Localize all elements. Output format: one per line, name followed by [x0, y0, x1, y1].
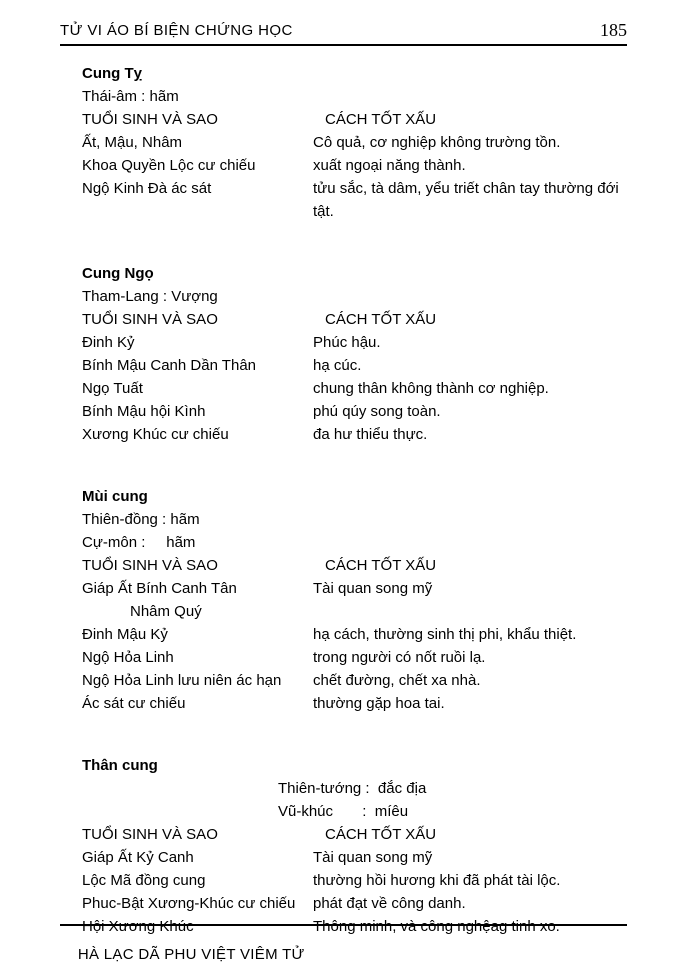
row-right-cell: hạ cúc. [313, 357, 362, 374]
section-rows [82, 331, 626, 446]
table-row [82, 177, 626, 223]
column-headers [82, 108, 626, 131]
table-row [82, 869, 626, 892]
table-row [82, 623, 626, 646]
page-footer [60, 924, 627, 971]
row-right-cell: phát đạt về công danh. [313, 895, 466, 912]
cung-section [82, 262, 626, 446]
table-row [82, 331, 626, 354]
row-left-cell [82, 423, 313, 446]
column-header-right: CÁCH TỐT XẤU [325, 557, 437, 574]
row-left-cell [82, 377, 313, 400]
row-left-text: Đinh Kỷ [82, 334, 135, 351]
row-left-text: Ngộ Kinh Đà ác sát [82, 180, 212, 197]
row-left-cell [82, 623, 313, 646]
table-row [82, 892, 626, 915]
column-header-right: CÁCH TỐT XẤU [325, 826, 437, 843]
row-left-text: Khoa Quyền Lộc cư chiếu [82, 157, 256, 174]
star-status-line: Thái-âm : hãm [82, 88, 179, 105]
row-left-cell [82, 131, 313, 154]
table-row [82, 154, 626, 177]
section-title: Cung Ngọ [82, 265, 154, 282]
section-rows [82, 131, 626, 223]
book-title: TỬ VI ÁO BÍ BIỆN CHỨNG HỌC [60, 22, 293, 39]
page-content [82, 62, 626, 938]
row-right-cell: chết đường, chết xa nhà. [313, 672, 481, 689]
row-left-cell [82, 669, 313, 692]
row-right-cell: Tài quan song mỹ [313, 580, 433, 597]
row-right-cell: xuất ngoại năng thành. [313, 157, 466, 174]
column-header-left: TUỔI SINH VÀ SAO [82, 557, 218, 574]
table-row [82, 377, 626, 400]
star-status-line: Tham-Lang : Vượng [82, 288, 218, 305]
row-right-cell: trong người có nốt ruồi lạ. [313, 649, 486, 666]
star-status-line: Thiên-đồng : hãm [82, 511, 200, 528]
row-right-cell: Tài quan song mỹ [313, 849, 433, 866]
row-left-cell [82, 154, 313, 177]
column-header-right: CÁCH TỐT XẤU [325, 111, 437, 128]
cung-section [82, 62, 626, 223]
page-number: 185 [600, 20, 627, 40]
row-left-text: Ác sát cư chiếu [82, 695, 186, 712]
row-left-cell [82, 646, 313, 669]
row-left-text: Phuc-Bật Xương-Khúc cư chiếu [82, 895, 296, 912]
star-lines [82, 508, 626, 554]
table-row [82, 577, 626, 623]
row-left-cell [82, 869, 313, 892]
row-left-text: Ngộ Hỏa Linh lưu niên ác hạn [82, 672, 282, 689]
row-right-cell: tửu sắc, tà dâm, yểu triết chân tay thường đới tật. [313, 180, 619, 220]
table-row [82, 423, 626, 446]
column-headers [82, 823, 626, 846]
row-right-cell: Thông minh, và công nghệag tinh xo. [313, 918, 560, 935]
table-row [82, 646, 626, 669]
column-header-left: TUỔI SINH VÀ SAO [82, 311, 218, 328]
row-left-text: Giáp Ất Kỷ Canh [82, 849, 194, 866]
star-lines [82, 777, 626, 823]
table-row [82, 692, 626, 715]
column-headers [82, 554, 626, 577]
row-left-text: Ngọ Tuất [82, 380, 143, 397]
footer-text: HÀ LẠC DÃ PHU VIỆT VIÊM TỬ [77, 946, 305, 963]
row-left-text: Lộc Mã đồng cung [82, 872, 206, 889]
star-status-line: Cự-môn : hãm [82, 534, 196, 551]
table-row [82, 669, 626, 692]
row-left-text: Ngộ Hỏa Linh [82, 649, 174, 666]
section-title: Thân cung [82, 757, 158, 774]
row-left-cell [82, 331, 313, 354]
row-right-cell: chung thân không thành cơ nghiệp. [313, 380, 549, 397]
column-header-left: TUỔI SINH VÀ SAO [82, 111, 218, 128]
column-header-right: CÁCH TỐT XẤU [325, 311, 437, 328]
column-header-left: TUỔI SINH VÀ SAO [82, 826, 218, 843]
row-right-cell: Phúc hậu. [313, 334, 381, 351]
section-title: Cung Tỵ [82, 65, 142, 82]
table-row [82, 354, 626, 377]
cung-section [82, 754, 626, 938]
row-right-cell: Cô quả, cơ nghiệp không trường tồn. [313, 134, 561, 151]
star-lines [82, 85, 626, 108]
row-left-text: Đinh Mậu Kỷ [82, 626, 168, 643]
row-left-cell [82, 846, 313, 869]
row-left-text: Bính Mậu Canh Dần Thân [82, 357, 257, 374]
row-left-text: Ất, Mậu, Nhâm [82, 134, 183, 151]
section-rows [82, 577, 626, 715]
row-right-cell: hạ cách, thường sinh thị phi, khẩu thiệt. [313, 626, 577, 643]
row-left-cell [82, 692, 313, 715]
row-left-text: Hội Xương Khúc [82, 918, 194, 935]
row-left-text: Giáp Ất Bính Canh Tân [82, 580, 237, 597]
row-left-cell [82, 400, 313, 423]
row-right-cell: đa hư thiểu thực. [313, 426, 428, 443]
table-row [82, 131, 626, 154]
row-left-cell [82, 892, 313, 915]
star-status-line: Thiên-tướng : đắc địa [278, 780, 427, 797]
row-right-cell: phú qúy song toàn. [313, 403, 441, 420]
row-left-cell [82, 354, 313, 377]
row-left-text: Xương Khúc cư chiếu [82, 426, 229, 443]
star-lines [82, 285, 626, 308]
column-headers [82, 308, 626, 331]
cung-section [82, 485, 626, 715]
row-left-cell [82, 177, 313, 223]
row-left-cell [82, 577, 313, 623]
star-status-line: Vũ-khúc : míêu [278, 803, 409, 820]
row-right-cell: thường hồi hương khi đã phát tài lộc. [313, 872, 561, 889]
section-title: Mùi cung [82, 488, 148, 505]
row-left-extra-text: Nhâm Quý [130, 603, 202, 620]
page-header [60, 21, 627, 46]
row-right-cell: thường gặp hoa tai. [313, 695, 445, 712]
table-row [82, 846, 626, 869]
table-row [82, 400, 626, 423]
row-left-text: Bính Mậu hội Kình [82, 403, 206, 420]
